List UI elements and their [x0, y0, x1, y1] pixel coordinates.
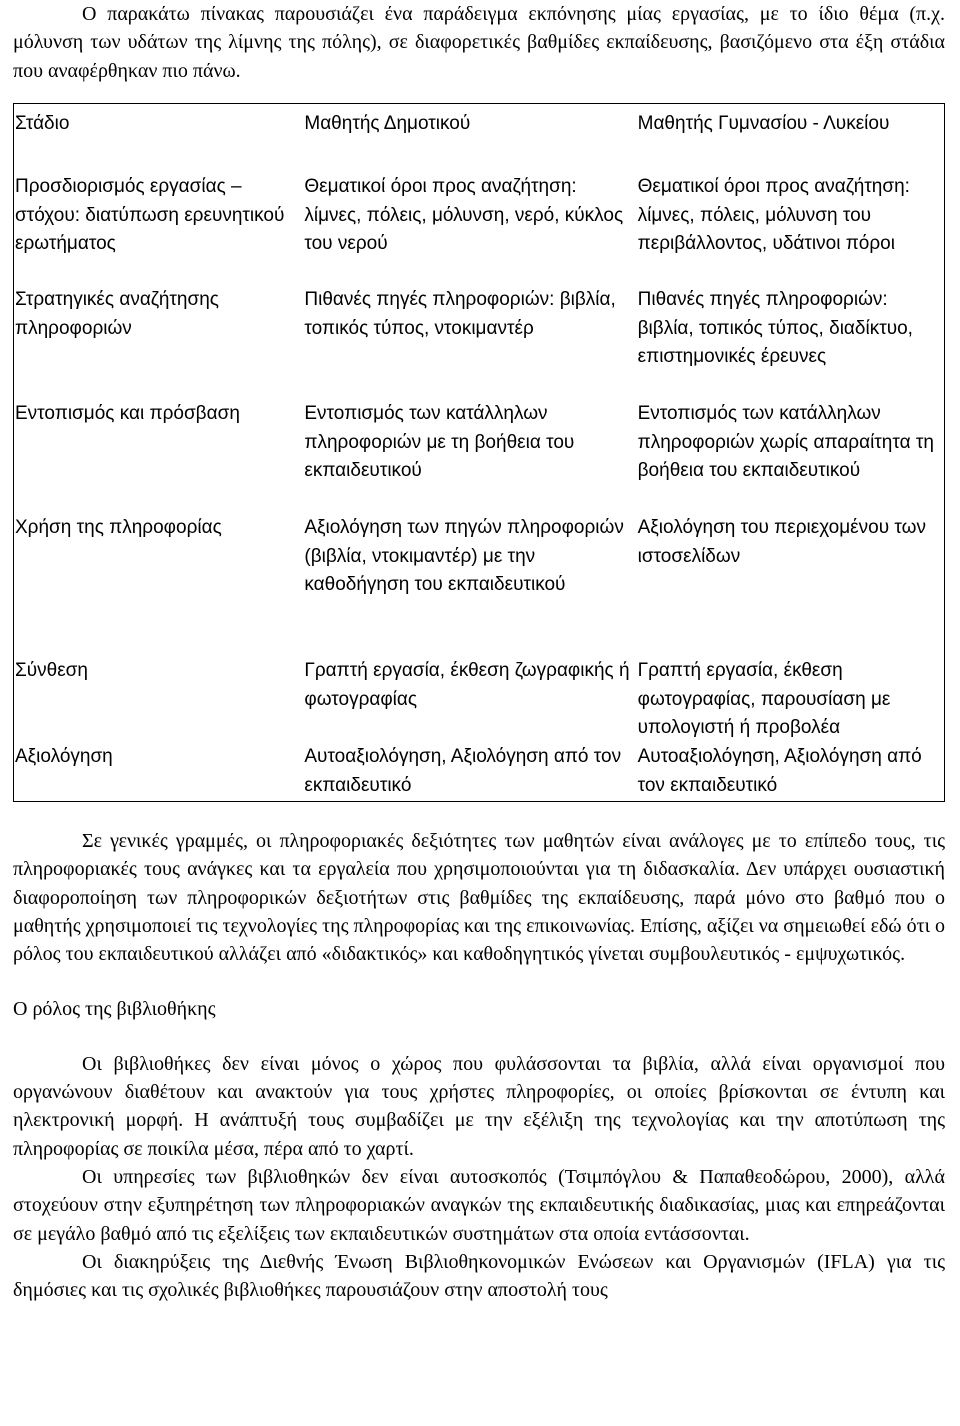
table-row — [14, 743, 945, 802]
stage-cell: Σύνθεση — [15, 660, 88, 681]
table-row — [14, 400, 945, 514]
table-row — [14, 173, 945, 286]
table-row — [14, 286, 945, 400]
stage-cell: Αξιολόγηση — [15, 746, 113, 767]
section-heading: Ο ρόλος της βιβλιοθήκης — [13, 998, 216, 1021]
stage-cell: Εντοπισμός και πρόσβαση — [15, 403, 240, 424]
stage-cell: Στρατηγικές αναζήτησης πληροφοριών — [15, 289, 219, 339]
secondary-cell: Πιθανές πηγές πληροφοριών: βιβλία, τοπικός τύπος, διαδίκτυο, επιστημονικές έρευνες — [637, 289, 913, 367]
document-page — [13, 0, 945, 1302]
spacer — [13, 1024, 945, 1050]
library-paragraph-1: Οι βιβλιοθήκες δεν είναι μόνος ο χώρος που φυλάσσονται τα βιβλία, αλλά είναι οργανισμοί που οργανώνουν διαθέτουν και ανακτούν για τους χρήστες πληροφορίες, οι οποίες βρίσκονται σε έντυπη και ηλεκτρονική μορφή. Η ανάπτυξή τους συμβαδίζει με την εξέλιξη της τεχνολογίας και την αποτύπωση της πληροφορίας σε ποικίλα μέσα, πέρα από το χαρτί. — [13, 1052, 945, 1160]
primary-cell: Γραπτή εργασία, έκθεση ζωγραφικής ή φωτογραφίας — [304, 660, 630, 710]
primary-cell: Θεματικοί όροι προς αναζήτηση: λίμνες, πόλεις, μόλυνση, νερό, κύκλος του νερού — [304, 176, 624, 254]
secondary-cell: Αξιολόγηση του περιεχομένου των ιστοσελίδων — [637, 517, 926, 567]
body-text — [13, 827, 945, 1304]
stage-cell: Χρήση της πληροφορίας — [15, 517, 222, 538]
primary-cell: Αξιολόγηση των πηγών πληροφοριών (βιβλία, ντοκιμαντέρ) με την καθοδήγηση του εκπαιδευτικού — [304, 517, 624, 595]
stage-cell: Προσδιορισμός εργασίας – στόχου: διατύπωση ερευνητικού ερωτήματος — [15, 176, 285, 254]
primary-cell: Εντοπισμός των κατάλληλων πληροφοριών με τη βοήθεια του εκπαιδευτικού — [304, 403, 575, 481]
table-row — [14, 657, 945, 743]
library-paragraph-3: Οι διακηρύξεις της Διεθνής Ένωση Βιβλιοθηκονομικών Ενώσεων και Οργανισμών (IFLA) για τις δημόσιες και τις σχολικές βιβλιοθήκες παρουσιάζουν στην αποστολή τους — [13, 1250, 945, 1302]
intro-paragraph: Ο παρακάτω πίνακας παρουσιάζει ένα παράδειγμα εκπόνησης μίας εργασίας, με το ίδιο θέμα (π.χ. μόλυνση των υδάτων της λίμνης της πόλης), σε διαφορετικές βαθμίδες εκπαίδευσης, βασιζόμενο στα έξη στάδια που αναφέρθηκαν πιο πάνω. — [13, 3, 945, 82]
stages-table — [13, 103, 945, 802]
table-row — [14, 514, 945, 657]
header-secondary: Μαθητής Γυμνασίου - Λυκείου — [637, 113, 890, 134]
primary-cell: Πιθανές πηγές πληροφοριών: βιβλία, τοπικός τύπος, ντοκιμαντέρ — [304, 289, 616, 339]
secondary-cell: Γραπτή εργασία, έκθεση φωτογραφίας, παρουσίαση με υπολογιστή ή προβολέα — [637, 660, 891, 738]
header-stage: Στάδιο — [15, 113, 70, 134]
primary-cell: Αυτοαξιολόγηση, Αξιολόγηση από τον εκπαιδευτικό — [304, 746, 622, 796]
secondary-cell: Θεματικοί όροι προς αναζήτηση: λίμνες, πόλεις, μόλυνση του περιβάλλοντος, υδάτινοι πόροι — [637, 176, 910, 254]
table-header-row — [14, 104, 945, 174]
secondary-cell: Αυτοαξιολόγηση, Αξιολόγηση από τον εκπαιδευτικό — [637, 746, 922, 796]
secondary-cell: Εντοπισμός των κατάλληλων πληροφοριών χωρίς απαραίτητα τη βοήθεια του εκπαιδευτικού — [637, 403, 934, 481]
summary-paragraph: Σε γενικές γραμμές, οι πληροφοριακές δεξιότητες των μαθητών είναι ανάλογες με το επίπεδο τους, τις πληροφοριακές τους ανάγκες και τα εργαλεία που χρησιμοποιούνται για τη διδασκαλία. Δεν υπάρχει ουσιαστική διαφοροποίηση των πληροφορικών δεξιοτήτων στις βαθμίδες της εκπαίδευσης, παρά μόνο στο βαθμό που ο μαθητής χρησιμοποιεί τις τεχνολογίες της πληροφορίας και της επικοινωνίας. Επίσης, αξίζει να σημειωθεί εδώ ότι ο ρόλος του εκπαιδευτικού αλλάζει από «διδακτικός» και καθοδηγητικός γίνεται συμβουλευτικός - εμψυχωτικός. — [13, 830, 945, 966]
library-paragraph-2: Οι υπηρεσίες των βιβλιοθηκών δεν είναι αυτοσκοπός (Τσιμπόγλου & Παπαθεοδώρου, 2000), αλλά στοχεύουν στην εξυπηρέτηση των πληροφοριακών αναγκών της εκπαιδευτικής διαδικασίας, μιας και επηρεάζονται σε μεγάλο βαθμό από τις εξελίξεις των εκπαιδευτικών συστημάτων στα οποία εντάσσονται. — [13, 1165, 945, 1245]
header-primary: Μαθητής Δημοτικού — [304, 113, 471, 134]
